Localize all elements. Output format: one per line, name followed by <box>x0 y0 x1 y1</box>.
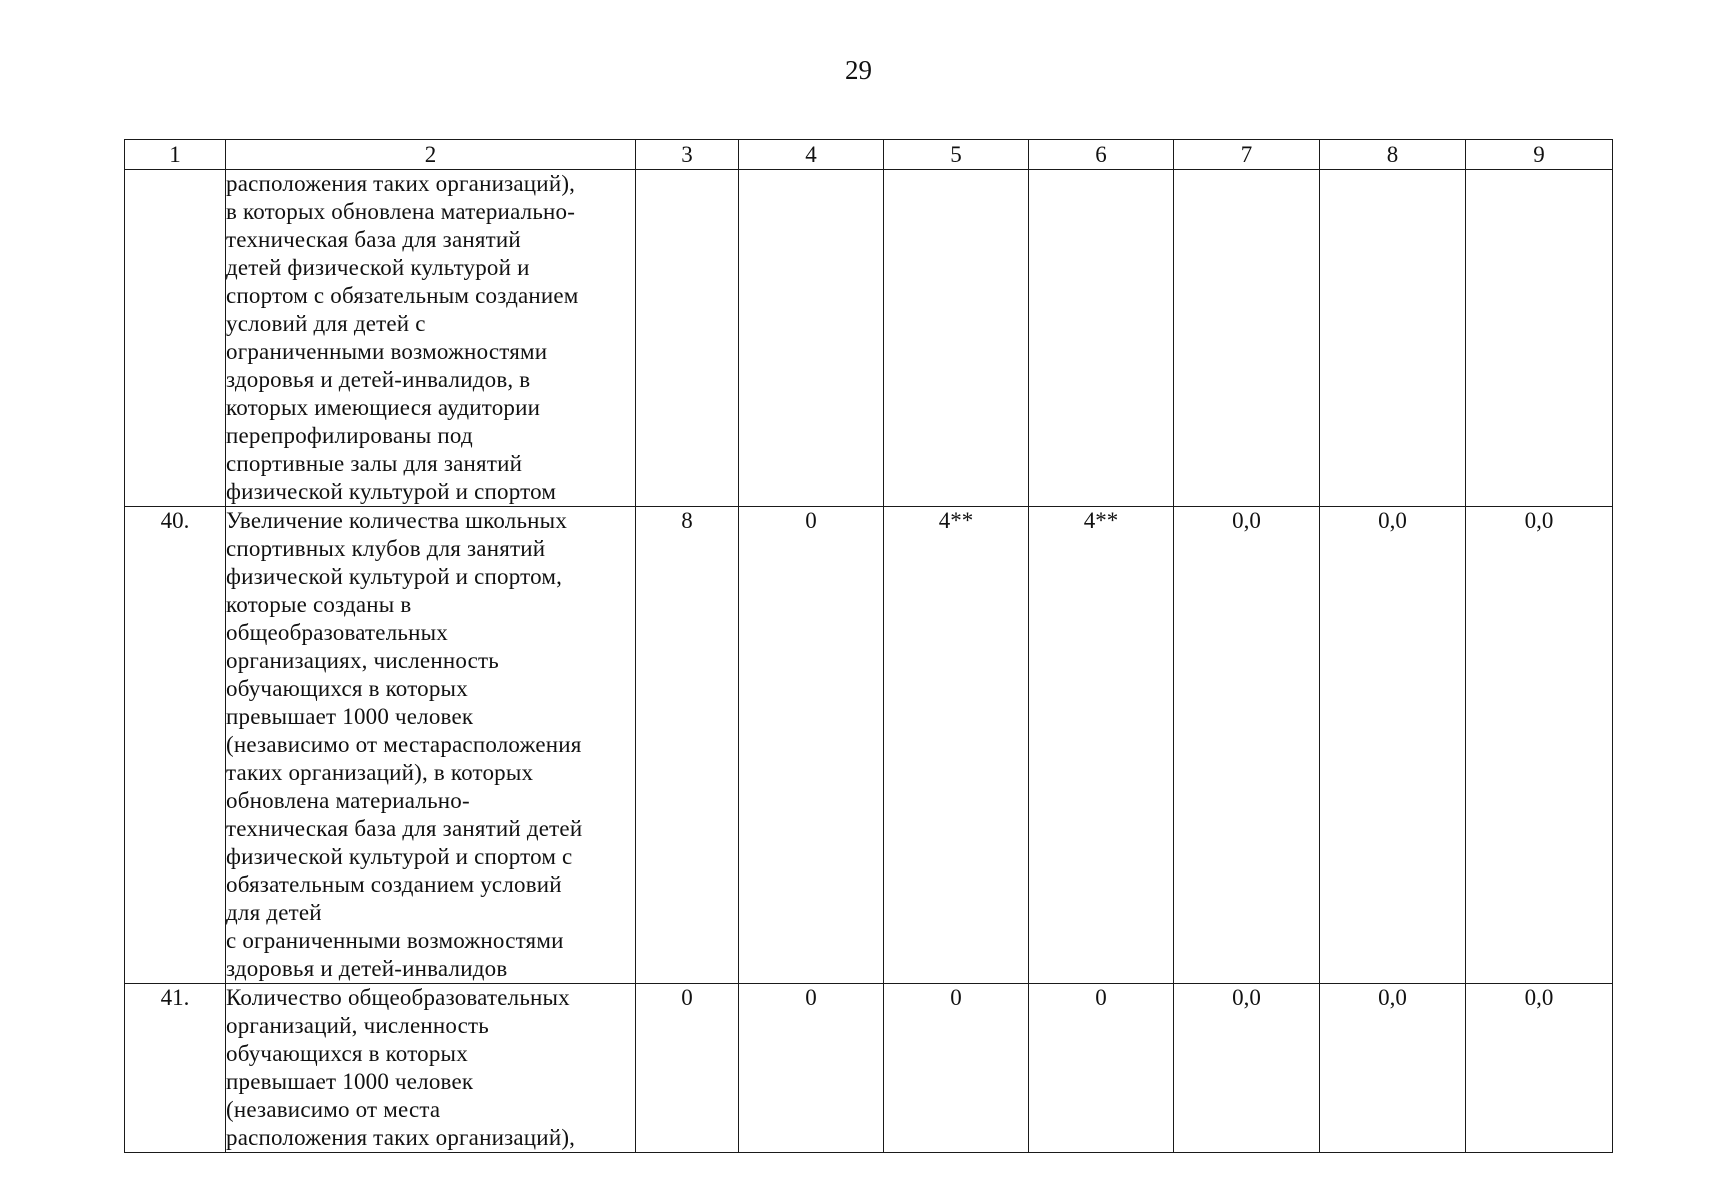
row-number: 40. <box>125 507 226 984</box>
table-cell: 8 <box>636 507 739 984</box>
table-cell: 0,0 <box>1174 984 1320 1153</box>
table-cell: 0 <box>1029 984 1174 1153</box>
column-header: 8 <box>1320 140 1466 170</box>
table-cell: 0,0 <box>1320 984 1466 1153</box>
page-number: 29 <box>845 55 872 85</box>
table-cell: 0 <box>636 984 739 1153</box>
table-cell <box>884 170 1029 507</box>
table-cell <box>1320 170 1466 507</box>
column-header: 9 <box>1466 140 1613 170</box>
column-header: 4 <box>739 140 884 170</box>
row-number <box>125 170 226 507</box>
table-cell <box>636 170 739 507</box>
table-row <box>125 170 1613 507</box>
column-header: 2 <box>226 140 636 170</box>
table-cell: 0,0 <box>1320 507 1466 984</box>
column-header: 3 <box>636 140 739 170</box>
row-description: Количество общеобразовательных организаций, численность обучающихся в которых превышает 1000 человек (независимо от места расположения таких организаций), <box>226 984 636 1153</box>
table-cell: 0,0 <box>1174 507 1320 984</box>
row-description: Увеличение количества школьных спортивных клубов для занятий физической культурой и спортом, которые созданы в общеобразовательных организациях, численность обучающихся в которых превышает 1000 человек (независимо от местарасположения таких организаций), в которых обновлена материально- техническая база для занятий детей физической культурой и спортом с обязательным созданием условий для детей с ограниченными возможностями здоровья и детей-инвалидов <box>226 507 636 984</box>
table-cell: 0 <box>884 984 1029 1153</box>
table-row <box>125 507 1613 984</box>
table-cell: 0,0 <box>1466 984 1613 1153</box>
indicators-table <box>124 139 1613 1153</box>
column-header: 6 <box>1029 140 1174 170</box>
table-cell: 0 <box>739 984 884 1153</box>
table-cell: 0 <box>739 507 884 984</box>
table-row <box>125 984 1613 1153</box>
column-header: 5 <box>884 140 1029 170</box>
table-cell: 4** <box>884 507 1029 984</box>
row-description: расположения таких организаций), в которых обновлена материально- техническая база для занятий детей физической культурой и спортом с обязательным созданием условий для детей с ограниченными возможностями здоровья и детей-инвалидов, в которых имеющиеся аудитории перепрофилированы под спортивные залы для занятий физической культурой и спортом <box>226 170 636 507</box>
table-cell: 0,0 <box>1466 507 1613 984</box>
table-cell: 4** <box>1029 507 1174 984</box>
table-cell <box>739 170 884 507</box>
row-number: 41. <box>125 984 226 1153</box>
table-header-row <box>125 140 1613 170</box>
table-cell <box>1029 170 1174 507</box>
column-header: 1 <box>125 140 226 170</box>
table-cell <box>1174 170 1320 507</box>
table-cell <box>1466 170 1613 507</box>
column-header: 7 <box>1174 140 1320 170</box>
